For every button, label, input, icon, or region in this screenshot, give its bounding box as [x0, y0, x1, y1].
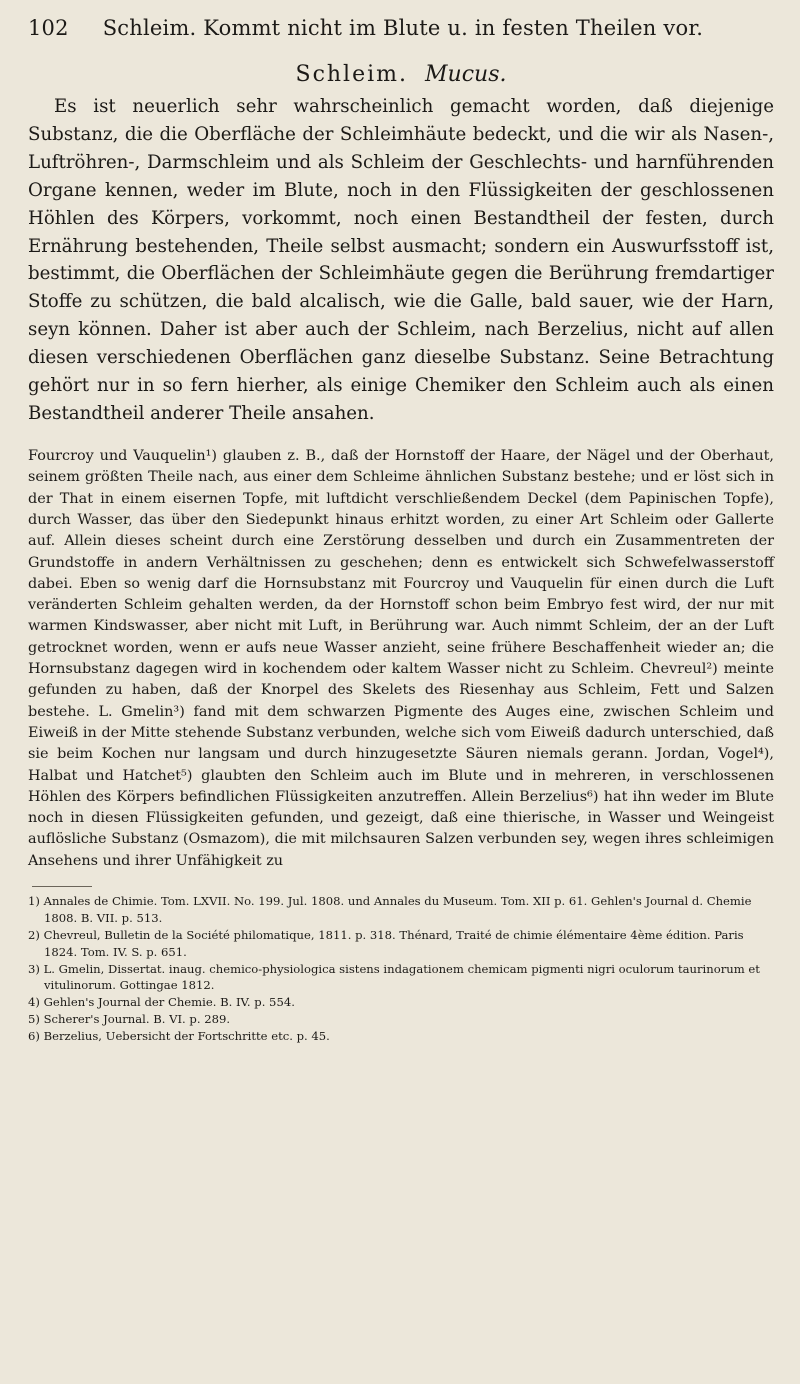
footnote-6: 6) Berzelius, Uebersicht der Fortschritte etc. p. 45.	[28, 1028, 330, 1043]
main-paragraph: Es ist neuerlich sehr wahrscheinlich gemacht worden, daß diejenige Substanz, die die Oberfläche der Schleimhäute bedeckt, und die wir als Nasen-, Luftröhren-, Darmschleim und als Schleim der Geschlechts- und harnführenden Organe kennen, weder im Blute, noch in den Flüssigkeiten der geschlossenen Höhlen des Körpers, vorkommt, noch einen Bestandtheil der festen, durch Ernährung bestehenden, Theile selbst ausmacht; sondern ein Auswurfsstoff ist, bestimmt, die Oberflächen der Schleimhäute gegen die Berührung fremdartiger Stoffe zu schützen, die bald alcalisch, wie die Galle, bald sauer, wie der Harn, seyn können. Daher ist aber auch der Schleim, nach Berzelius, nicht auf allen diesen verschiedenen Oberflächen ganz dieselbe Substanz. Seine Betrachtung gehört nur in so fern hierher, als einige Chemiker den Schleim auch als einen Bestandtheil anderer Theile ansahen.	[28, 96, 774, 424]
section-title	[28, 62, 774, 87]
footnote-2: 2) Chevreul, Bulletin de la Société philomatique, 1811. p. 318. Thénard, Traité de chimie élémentaire 4ème édition. Paris 1824. Tom. IV. S. p. 651.	[28, 927, 744, 959]
footnote-5: 5) Scherer's Journal. B. VI. p. 289.	[28, 1011, 231, 1026]
footnote-3: 3) L. Gmelin, Dissertat. inaug. chemico-physiologica sistens indagationem chemicam pigmenti nigri oculorum taurinorum et vitulinorum. Gottingae 1812.	[28, 961, 760, 993]
small-print-paragraph: Fourcroy und Vauquelin¹) glauben z. B., daß der Hornstoff der Haare, der Nägel und der Oberhaut, seinem größten Theile nach, aus einer dem Schleime ähnlichen Substanz bestehe; und er löst sich in der That in einem eisernen Topfe, mit luftdicht verschließendem Deckel (dem Papinischen Topfe), durch Wasser, das über den Siedepunkt hinaus erhitzt worden, zu einer Art Schleim oder Gallerte auf. Allein dieses scheint durch eine Zerstörung desselben und durch ein Zusammentreten der Grundstoffe in andern Verhältnissen zu geschehen; denn es entwickelt sich Schwefelwasserstoff dabei. Eben so wenig darf die Hornsubstanz mit Fourcroy und Vauquelin für einen durch die Luft veränderten Schleim gehalten werden, da der Hornstoff schon beim Embryo fest wird, der nur mit warmen Kindswasser, aber nicht mit Luft, in Berührung war. Auch nimmt Schleim, der an der Luft getrocknet worden, wenn er aufs neue Wasser anzieht, seine frühere Beschaffenheit wieder an; die Hornsubstanz dagegen wird in kochendem oder kaltem Wasser nicht zu Schleim. Chevreul²) meinte gefunden zu haben, daß der Knorpel des Skelets des Riesenhay aus Schleim, Fett und Salzen bestehe. L. Gmelin³) fand mit dem schwarzen Pigmente des Auges eine, zwischen Schleim und Eiweiß in der Mitte stehende Substanz verbunden, welche sich vom Eiweiß dadurch unterschied, daß sie beim Kochen nur langsam und durch hinzugesetzte Säuren niemals gerann. Jordan, Vogel⁴), Halbat und Hatchet⁵) glaubten den Schleim auch im Blute und in mehreren, in verschlossenen Höhlen des Körpers befindlichen Flüssigkeiten anzutreffen. Allein Berzelius⁶) hat ihn weder im Blute noch in diesen Flüssigkeiten gefunden, und gezeigt, daß eine thierische, in Wasser und Weingeist auflösliche Substanz (Osmazom), die mit milchsauren Salzen verbunden sey, wegen ihres schleimigen Ansehens und ihrer Unfähigkeit zu	[28, 448, 774, 869]
running-head	[28, 16, 774, 52]
footnote-4: 4) Gehlen's Journal der Chemie. B. IV. p. 554.	[28, 995, 295, 1010]
footnote-1: 1) Annales de Chimie. Tom. LXVII. No. 199. Jul. 1808. und Annales du Museum. Tom. XII p. 61. Gehlen's Journal d. Chemie 1808. B. VII. p. 513.	[28, 894, 752, 926]
footnote-rule	[32, 886, 92, 887]
section-title-latin: Mucus.	[425, 62, 507, 87]
book-page	[28, 16, 774, 1366]
footnotes	[28, 893, 774, 1044]
running-title: Schleim. Kommt nicht im Blute u. in festen Theilen vor.	[102, 16, 704, 40]
page-number: 102	[28, 16, 69, 40]
section-title-german: Schleim.	[295, 62, 409, 87]
